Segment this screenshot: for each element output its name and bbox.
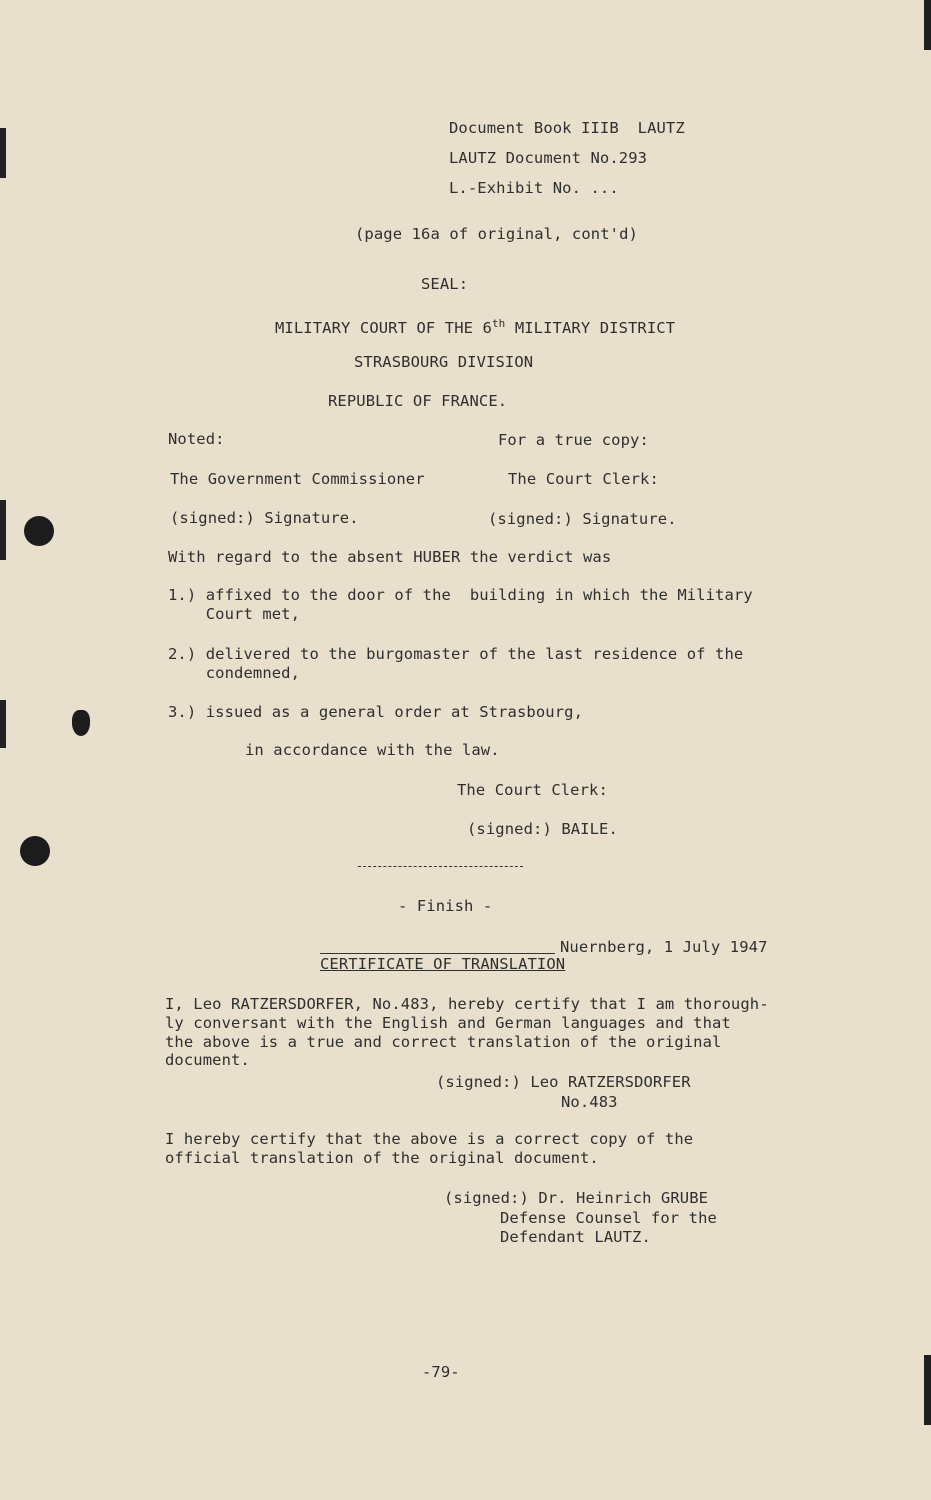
verdict-intro: With regard to the absent HUBER the verdict was [168, 548, 612, 566]
counsel-signed: (signed:) Dr. Heinrich GRUBE [444, 1189, 709, 1207]
true-copy-label: For a true copy: [498, 431, 649, 449]
certificate-body-3: the above is a true and correct translation of the original [165, 1033, 722, 1051]
certificate-title: CERTIFICATE OF TRANSLATION [320, 955, 566, 973]
page-reference: (page 16a of original, cont'd) [355, 225, 638, 243]
date-underline [320, 953, 555, 954]
right-edge-mark [924, 1355, 931, 1425]
court-line-post: MILITARY DISTRICT [505, 319, 676, 338]
certificate-body-2: ly conversant with the English and German languages and that [165, 1014, 731, 1032]
signed-left: (signed:) Signature. [170, 509, 359, 527]
punch-hole-icon [20, 836, 50, 866]
republic-line: REPUBLIC OF FRANCE. [328, 392, 508, 410]
verdict-clerk-label: The Court Clerk: [457, 781, 608, 799]
accordance-line: in accordance with the law. [245, 741, 500, 759]
seal-label: SEAL: [421, 275, 469, 293]
translator-signed: (signed:) Leo RATZERSDORFER [436, 1073, 691, 1091]
division-line: STRASBOURG DIVISION [354, 353, 534, 371]
counsel-role-1: Defense Counsel for the [500, 1209, 717, 1227]
right-edge-mark [924, 0, 931, 50]
counsel-role-2: Defendant LAUTZ. [500, 1228, 651, 1246]
page-number: -79- [422, 1363, 460, 1381]
finish-line: - Finish - [398, 897, 493, 915]
left-edge-mark [0, 128, 6, 178]
verdict-item-1: 1.) affixed to the door of the building in which the Military [168, 586, 753, 604]
place-date: Nuernberg, 1 July 1947 [560, 938, 768, 956]
verdict-clerk-signed: (signed:) BAILE. [467, 820, 618, 838]
signed-right: (signed:) Signature. [488, 510, 677, 528]
copy-cert-2: official translation of the original document. [165, 1149, 599, 1167]
court-line-pre: MILITARY COURT OF THE 6 [275, 319, 492, 338]
certificate-body-1: I, Leo RATZERSDORFER, No.483, hereby certify that I am thorough- [165, 995, 769, 1013]
left-edge-mark [0, 700, 6, 748]
copy-cert-1: I hereby certify that the above is a correct copy of the [165, 1130, 694, 1148]
noted-label: Noted: [168, 430, 225, 448]
punch-hole-icon [72, 710, 90, 736]
left-edge-mark [0, 500, 6, 560]
punch-hole-icon [24, 516, 54, 546]
document-book-ref: Document Book IIIB LAUTZ [449, 119, 685, 137]
verdict-item-3: 3.) issued as a general order at Strasbourg, [168, 703, 583, 721]
verdict-item-2: 2.) delivered to the burgomaster of the last residence of the [168, 645, 744, 663]
exhibit-number: L.-Exhibit No. ... [449, 179, 619, 197]
court-clerk-label: The Court Clerk: [508, 470, 659, 488]
document-number: LAUTZ Document No.293 [449, 149, 648, 167]
verdict-item-1-cont: Court met, [168, 605, 301, 623]
court-line-sup: th [491, 317, 506, 330]
translator-number: No.483 [561, 1093, 618, 1111]
separator-rule [358, 866, 523, 867]
verdict-item-2-cont: condemned, [168, 664, 301, 682]
certificate-body-4: document. [165, 1051, 250, 1069]
court-line [275, 314, 675, 338]
commissioner-label: The Government Commissioner [170, 470, 425, 488]
